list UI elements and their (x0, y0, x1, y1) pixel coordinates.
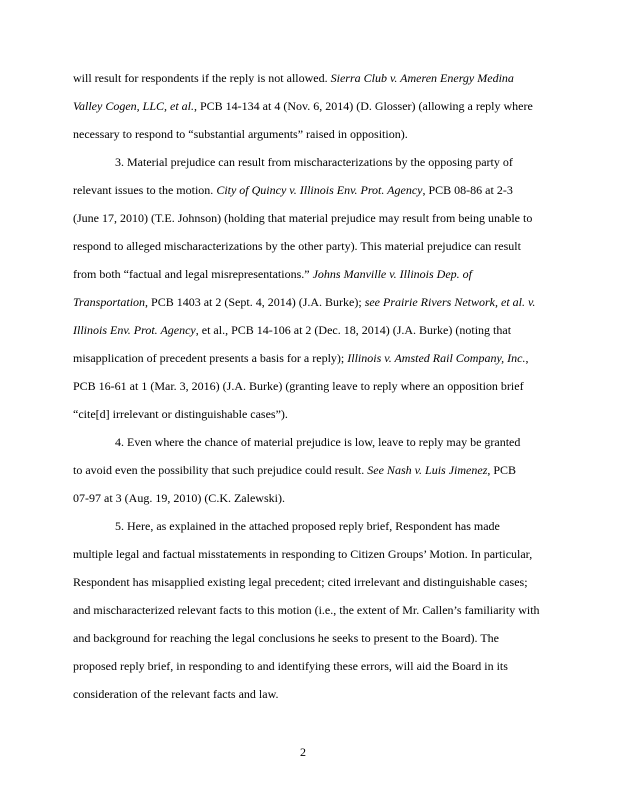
text-line: and mischaracterized relevant facts to this motion (i.e., the extent of Mr. Callen’s familiarity with (73, 603, 540, 617)
text-line: to avoid even the possibility that such prejudice could result. See Nash v. Luis Jimenez, PCB (73, 463, 517, 477)
text-line: Valley Cogen, LLC, et al., PCB 14-134 at 4 (Nov. 6, 2014) (D. Glosser) (allowing a reply where (73, 99, 533, 113)
text-line: multiple legal and factual misstatements in responding to Citizen Groups’ Motion. In particular, (73, 547, 533, 561)
text-line: “cite[d] irrelevant or distinguishable cases”). (73, 407, 288, 421)
text-line: misapplication of precedent presents a basis for a reply); Illinois v. Amsted Rail Company, Inc., (73, 351, 529, 365)
page-number: 2 (300, 745, 306, 759)
text-line: 07-97 at 3 (Aug. 19, 2010) (C.K. Zalewski). (73, 491, 285, 505)
paragraph-5-start: 5. Here, as explained in the attached proposed reply brief, Respondent has made (115, 519, 500, 533)
text-line: Illinois Env. Prot. Agency, et al., PCB 14-106 at 2 (Dec. 18, 2014) (J.A. Burke) (noting that (73, 323, 512, 337)
text-line: PCB 16-61 at 1 (Mar. 3, 2016) (J.A. Burke) (granting leave to reply where an opposition brief (73, 379, 524, 393)
text-line: Respondent has misapplied existing legal precedent; cited irrelevant and distinguishable cases; (73, 575, 528, 589)
paragraph-4-start: 4. Even where the chance of material prejudice is low, leave to reply may be granted (115, 435, 521, 449)
text-line: proposed reply brief, in responding to and identifying these errors, will aid the Board in its (73, 659, 508, 673)
text-line: and background for reaching the legal conclusions he seeks to present to the Board). The (73, 631, 499, 645)
paragraph-3-start: 3. Material prejudice can result from mischaracterizations by the opposing party of (115, 155, 513, 169)
text-line: (June 17, 2010) (T.E. Johnson) (holding that material prejudice may result from being unable to (73, 211, 533, 225)
text-line: will result for respondents if the reply is not allowed. Sierra Club v. Ameren Energy Medina (73, 71, 514, 85)
text-line: Transportation, PCB 1403 at 2 (Sept. 4, 2014) (J.A. Burke); see Prairie Rivers Network, et al. v. (73, 295, 536, 309)
text-line: respond to alleged mischaracterizations by the other party). This material prejudice can result (73, 239, 521, 253)
text-line: consideration of the relevant facts and law. (73, 687, 279, 701)
text-line: necessary to respond to “substantial arguments” raised in opposition). (73, 127, 408, 141)
text-line: relevant issues to the motion. City of Quincy v. Illinois Env. Prot. Agency, PCB 08-86 at 2-3 (73, 183, 513, 197)
text-line: from both “factual and legal misrepresentations.” Johns Manville v. Illinois Dep. of (73, 267, 472, 281)
